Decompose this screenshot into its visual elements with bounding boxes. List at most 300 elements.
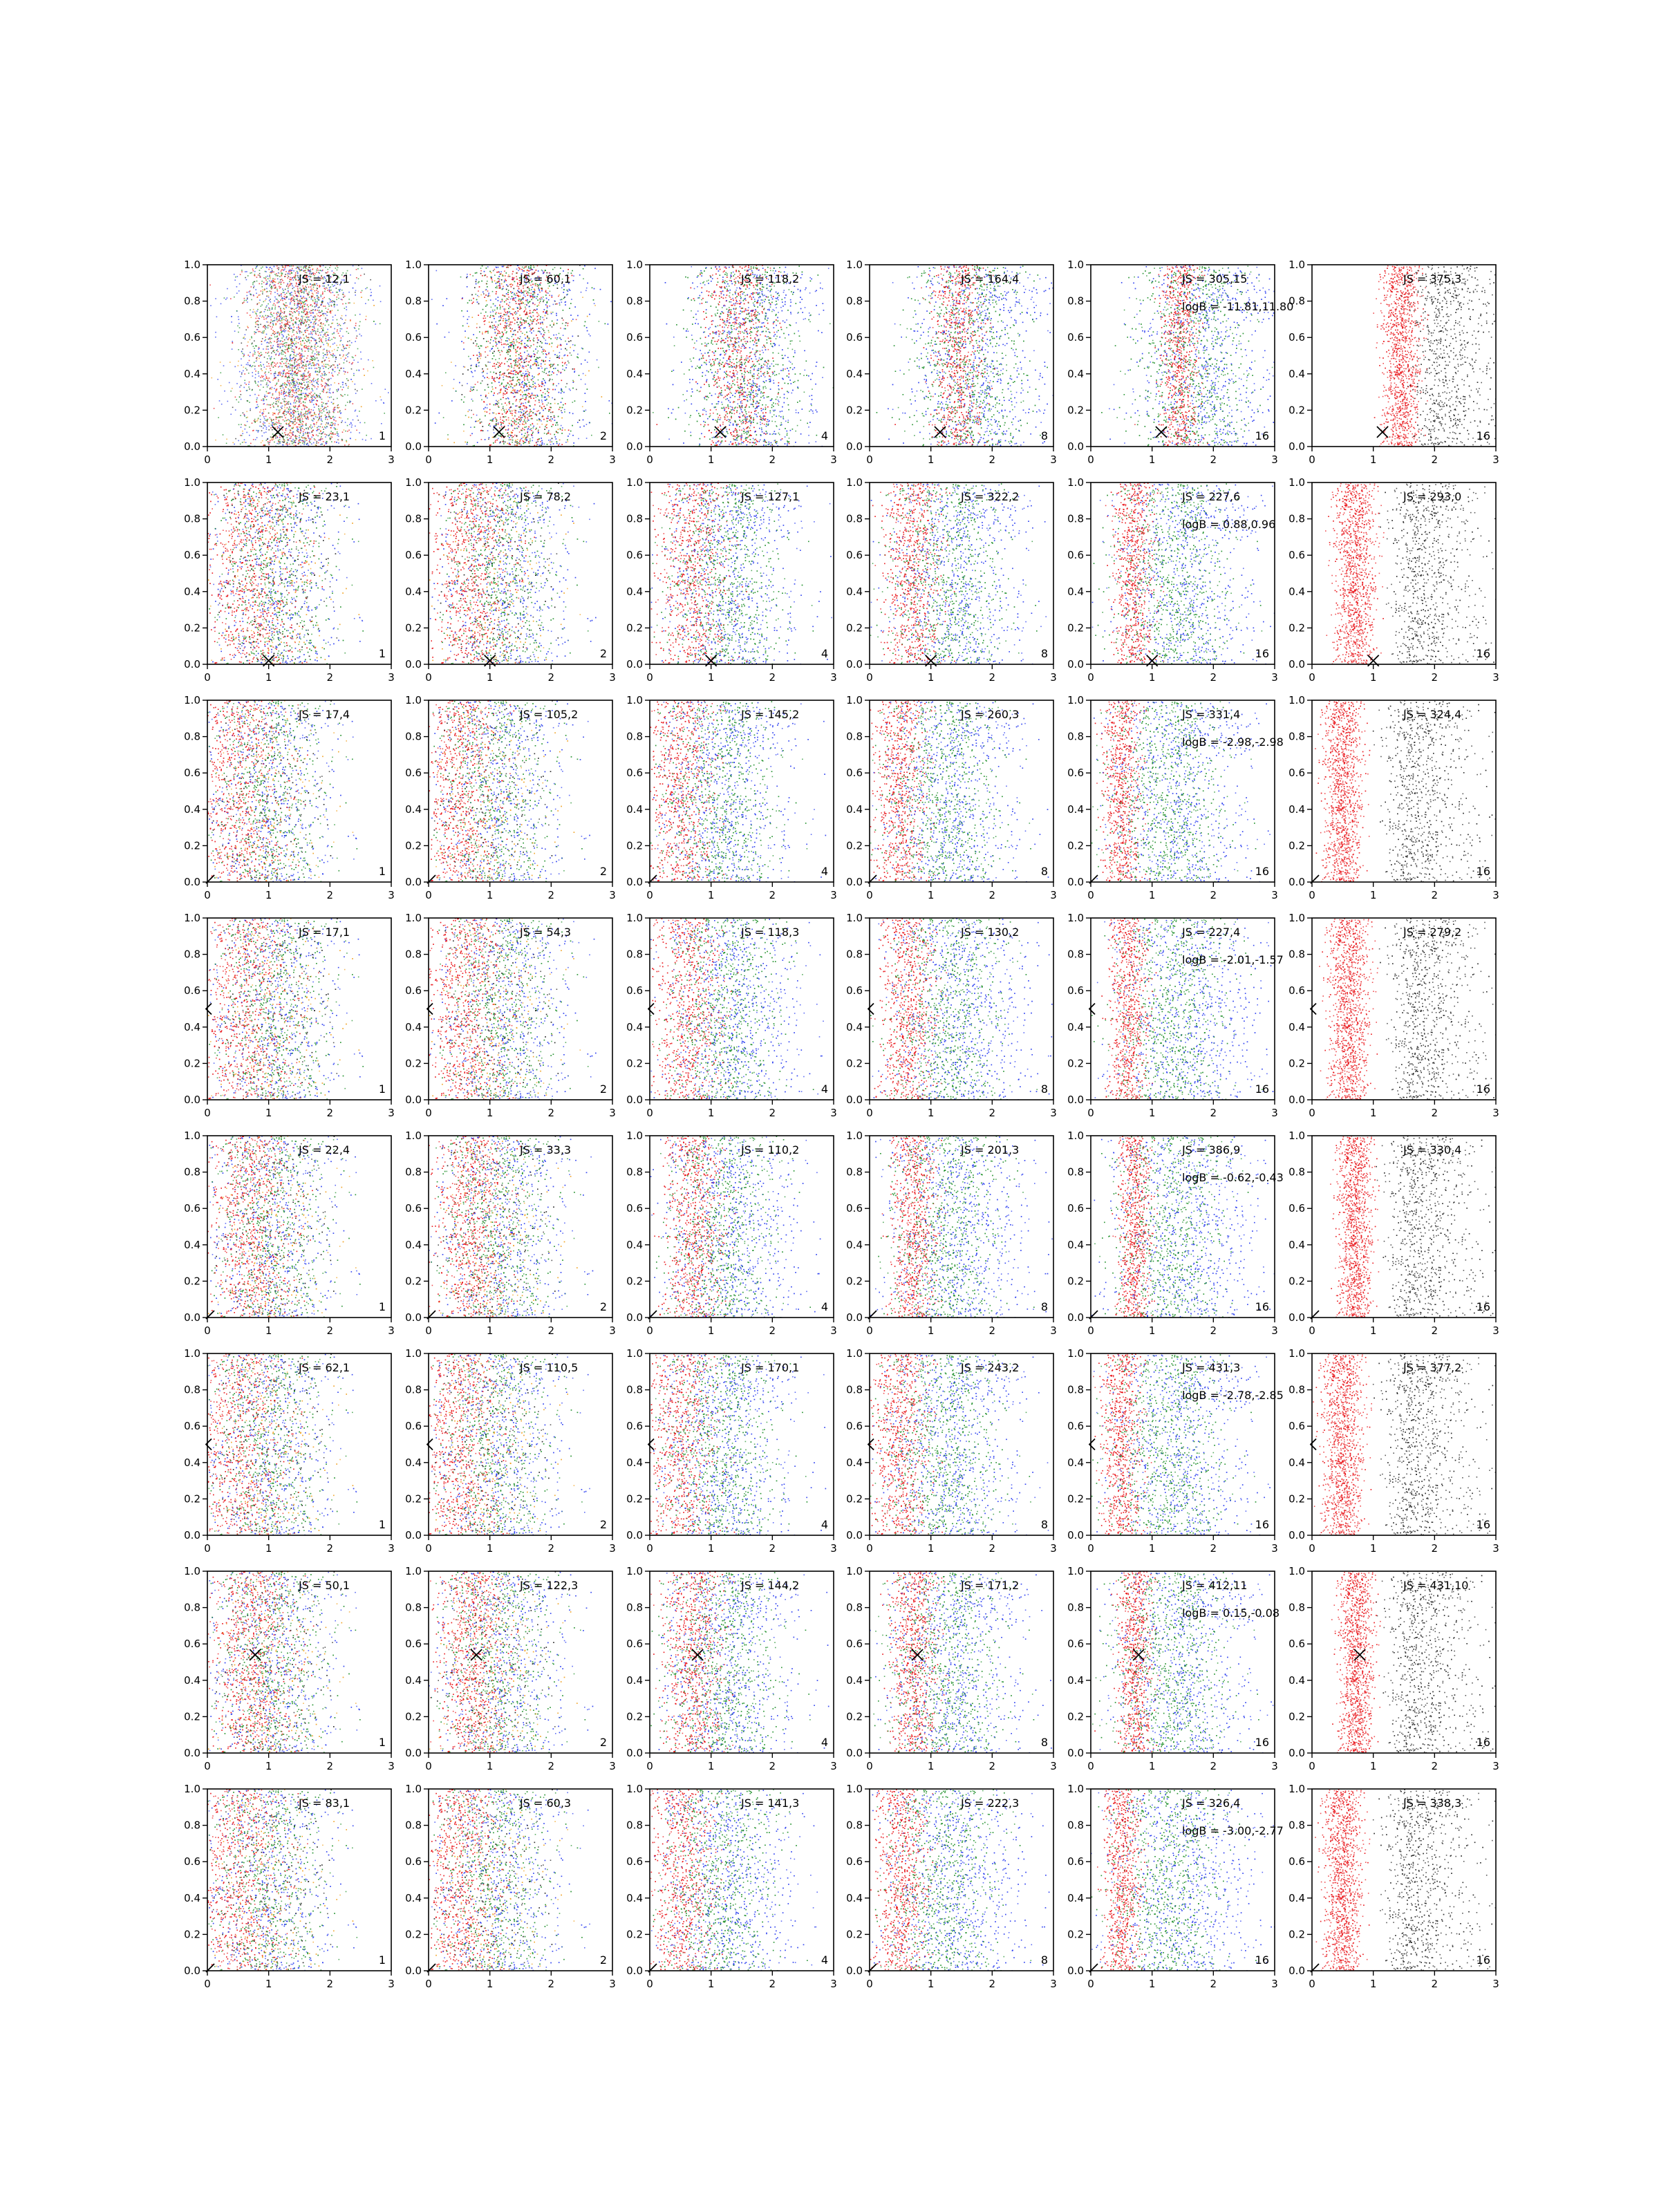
- x-tick-label: 0: [1309, 1107, 1315, 1119]
- x-tick-label: 3: [830, 1107, 837, 1119]
- x-tick-label: 1: [1149, 1542, 1156, 1555]
- x-tick-label: 2: [769, 671, 776, 684]
- y-tick-label: 1.0: [184, 259, 200, 271]
- y-tick-label: 0.8: [846, 1602, 863, 1614]
- y-tick-label: 0.2: [626, 1057, 643, 1069]
- column-count-label: 16: [1477, 1300, 1490, 1313]
- scatter-points: [650, 482, 832, 665]
- y-tick-label: 0.2: [184, 621, 200, 634]
- subplot-r6-c4: [846, 1347, 1057, 1555]
- y-tick-label: 0.8: [405, 731, 422, 743]
- x-tick-label: 2: [548, 671, 555, 684]
- reference-marker: [1377, 427, 1388, 438]
- column-count-label: 1: [379, 647, 386, 660]
- js-annotation: JS = 50,1: [298, 1579, 350, 1592]
- x-tick-label: 3: [388, 1324, 395, 1337]
- y-tick-label: 0.8: [405, 1819, 422, 1832]
- js-annotation: JS = 54,3: [519, 926, 571, 939]
- y-tick-label: 0.4: [626, 1456, 643, 1469]
- y-tick-label: 0.4: [626, 585, 643, 598]
- y-tick-label: 0.8: [1067, 1819, 1084, 1832]
- x-tick-label: 1: [1149, 1760, 1156, 1772]
- x-tick-label: 2: [769, 1542, 776, 1555]
- subplot-r4-c4: [846, 912, 1057, 1119]
- y-tick-label: 0.4: [184, 1021, 200, 1033]
- scatter-points: [1313, 1353, 1496, 1537]
- y-tick-label: 0.6: [1067, 1638, 1084, 1650]
- subplot-r4-c6: [1288, 912, 1499, 1119]
- x-tick-label: 3: [1050, 1978, 1057, 1990]
- column-count-label: 2: [600, 1736, 607, 1749]
- x-tick-label: 1: [708, 1542, 715, 1555]
- scatter-points: [650, 1789, 818, 1972]
- x-tick-label: 1: [1149, 1107, 1156, 1119]
- js-annotation: JS = 170,1: [740, 1361, 799, 1374]
- x-tick-label: 3: [1492, 1542, 1499, 1555]
- x-tick-label: 3: [1271, 889, 1278, 901]
- y-tick-label: 0.0: [184, 1094, 200, 1106]
- scatter-points: [1092, 482, 1275, 665]
- subplot-r2-c2: [405, 476, 616, 684]
- y-tick-label: 0.6: [1288, 331, 1305, 344]
- column-count-label: 16: [1477, 1082, 1490, 1096]
- y-tick-label: 1.0: [626, 1783, 643, 1795]
- x-tick-label: 3: [830, 1324, 837, 1337]
- js-annotation: JS = 377,2: [1403, 1361, 1461, 1374]
- y-tick-label: 0.0: [405, 1311, 422, 1324]
- y-tick-label: 0.6: [405, 331, 422, 344]
- x-tick-label: 3: [1050, 1760, 1057, 1772]
- y-tick-label: 0.8: [626, 1384, 643, 1396]
- y-tick-label: 0.8: [184, 1602, 200, 1614]
- y-tick-label: 1.0: [1067, 476, 1084, 489]
- y-tick-label: 0.4: [1288, 368, 1305, 380]
- reference-marker: [1311, 1439, 1316, 1450]
- y-tick-label: 0.0: [626, 1529, 643, 1541]
- y-tick-label: 0.4: [405, 803, 422, 816]
- x-tick-label: 0: [866, 1542, 873, 1555]
- x-tick-label: 2: [1432, 1760, 1438, 1772]
- column-count-label: 16: [1255, 1953, 1269, 1967]
- scatter-points: [870, 918, 1053, 1101]
- y-tick-label: 0.0: [846, 1747, 863, 1759]
- y-tick-label: 1.0: [1067, 1347, 1084, 1360]
- axes-frame: [1091, 1353, 1275, 1535]
- y-tick-label: 0.0: [626, 1094, 643, 1106]
- x-tick-label: 2: [989, 1760, 996, 1772]
- column-count-label: 1: [379, 1736, 386, 1749]
- y-tick-label: 0.6: [846, 767, 863, 779]
- x-tick-label: 3: [1050, 889, 1057, 901]
- y-tick-label: 0.8: [626, 1166, 643, 1179]
- x-tick-label: 0: [866, 453, 873, 466]
- y-tick-label: 0.8: [1067, 295, 1084, 308]
- scatter-points: [1373, 265, 1497, 447]
- column-count-label: 16: [1477, 1953, 1490, 1967]
- y-tick-label: 0.4: [846, 585, 863, 598]
- axes-frame: [1091, 700, 1275, 882]
- x-tick-label: 1: [1370, 1324, 1377, 1337]
- x-tick-label: 1: [265, 453, 272, 466]
- scatter-points: [429, 1353, 590, 1536]
- js-annotation: JS = 12,1: [298, 272, 350, 285]
- x-tick-label: 3: [609, 1324, 616, 1337]
- subplot-r1-c3: [626, 259, 837, 466]
- y-tick-label: 0.2: [1288, 621, 1305, 634]
- y-tick-label: 0.2: [846, 404, 863, 416]
- x-tick-label: 0: [1309, 671, 1315, 684]
- x-tick-label: 2: [327, 671, 334, 684]
- x-tick-label: 2: [548, 1542, 555, 1555]
- subplot-r7-c5: [1067, 1565, 1280, 1772]
- x-tick-label: 1: [265, 1107, 272, 1119]
- y-tick-label: 0.4: [846, 1021, 863, 1033]
- y-tick-label: 0.6: [184, 767, 200, 779]
- y-tick-label: 0.2: [626, 621, 643, 634]
- y-tick-label: 0.2: [1288, 1928, 1305, 1940]
- x-tick-label: 0: [1087, 1760, 1094, 1772]
- y-tick-label: 0.0: [1288, 440, 1305, 453]
- x-tick-label: 3: [1492, 1760, 1499, 1772]
- x-tick-label: 0: [646, 1542, 653, 1555]
- y-tick-label: 1.0: [1288, 1565, 1305, 1577]
- y-tick-label: 1.0: [846, 1783, 863, 1795]
- scatter-points: [1325, 482, 1497, 666]
- subplot-r3-c3: [626, 694, 837, 901]
- js-annotation: JS = 60,1: [519, 272, 571, 285]
- x-tick-label: 1: [1370, 671, 1377, 684]
- js-annotation: JS = 222,3: [960, 1797, 1019, 1810]
- column-count-label: 16: [1255, 1518, 1269, 1531]
- column-count-label: 4: [821, 1518, 828, 1531]
- x-tick-label: 1: [928, 1542, 935, 1555]
- reference-marker: [1311, 1004, 1316, 1015]
- y-tick-label: 0.6: [184, 1420, 200, 1432]
- x-tick-label: 0: [646, 1760, 653, 1772]
- x-tick-label: 0: [1309, 1978, 1315, 1990]
- y-tick-label: 0.2: [1288, 1710, 1305, 1723]
- x-tick-label: 3: [1492, 1978, 1499, 1990]
- column-count-label: 8: [1041, 1953, 1048, 1967]
- x-tick-label: 3: [830, 671, 837, 684]
- y-tick-label: 1.0: [1288, 694, 1305, 706]
- y-tick-label: 1.0: [405, 1565, 422, 1577]
- y-tick-label: 0.4: [846, 803, 863, 816]
- subplot-r5-c6: [1288, 1130, 1499, 1337]
- column-count-label: 1: [379, 429, 386, 442]
- y-tick-label: 0.8: [846, 1384, 863, 1396]
- x-tick-label: 0: [1087, 1542, 1094, 1555]
- column-count-label: 4: [821, 865, 828, 878]
- subplot-r3-c1: [184, 694, 395, 901]
- column-count-label: 16: [1477, 865, 1490, 878]
- y-tick-label: 0.2: [1067, 1057, 1084, 1069]
- subplot-r6-c3: [626, 1347, 837, 1555]
- x-tick-label: 2: [548, 889, 555, 901]
- x-tick-label: 2: [769, 1324, 776, 1337]
- y-tick-label: 1.0: [1288, 1783, 1305, 1795]
- scatter-points: [650, 700, 827, 883]
- x-tick-label: 2: [1210, 1760, 1217, 1772]
- scatter-points: [650, 918, 824, 1101]
- column-count-label: 16: [1255, 429, 1269, 442]
- axes-frame: [207, 700, 391, 882]
- y-tick-label: 0.8: [405, 513, 422, 525]
- logb-annotation: logB = -2.98,-2.98: [1182, 735, 1284, 749]
- x-tick-label: 2: [327, 889, 334, 901]
- y-tick-label: 0.8: [1067, 731, 1084, 743]
- x-tick-label: 1: [265, 1760, 272, 1772]
- x-tick-label: 1: [928, 1978, 935, 1990]
- x-tick-label: 0: [866, 889, 873, 901]
- y-tick-label: 1.0: [626, 912, 643, 924]
- y-tick-label: 1.0: [405, 476, 422, 489]
- y-tick-label: 0.6: [184, 1855, 200, 1868]
- y-tick-label: 0.8: [1067, 1384, 1084, 1396]
- y-tick-label: 0.0: [1067, 1094, 1084, 1106]
- scatter-points: [429, 1571, 593, 1754]
- x-tick-label: 1: [487, 1978, 494, 1990]
- y-tick-label: 0.6: [1067, 1855, 1084, 1868]
- y-tick-label: 1.0: [626, 1130, 643, 1142]
- y-tick-label: 0.4: [184, 1892, 200, 1904]
- y-tick-label: 0.4: [184, 1239, 200, 1251]
- scatter-points: [207, 700, 357, 883]
- y-tick-label: 0.2: [1067, 404, 1084, 416]
- scatter-points: [870, 482, 1054, 665]
- x-tick-label: 2: [989, 453, 996, 466]
- x-tick-label: 2: [1432, 1324, 1438, 1337]
- x-tick-label: 3: [1271, 1107, 1278, 1119]
- axes-frame: [429, 918, 612, 1100]
- scatter-points: [1319, 918, 1497, 1101]
- scatter-points: [1091, 700, 1272, 883]
- js-annotation: JS = 305,15: [1181, 272, 1247, 285]
- x-tick-label: 2: [1432, 453, 1438, 466]
- y-tick-label: 0.0: [1288, 876, 1305, 888]
- y-tick-label: 0.8: [846, 731, 863, 743]
- y-tick-label: 0.6: [405, 1202, 422, 1215]
- x-tick-label: 2: [989, 889, 996, 901]
- y-tick-label: 1.0: [405, 912, 422, 924]
- y-tick-label: 0.2: [1067, 1710, 1084, 1723]
- y-tick-label: 1.0: [1067, 1565, 1084, 1577]
- scatter-points: [1091, 918, 1273, 1101]
- js-annotation: JS = 331,4: [1181, 708, 1240, 721]
- reference-marker: [1089, 1004, 1095, 1015]
- subplot-r2-c1: [184, 476, 395, 684]
- subplot-r5-c5: [1067, 1130, 1284, 1337]
- y-tick-label: 0.8: [1288, 948, 1305, 961]
- x-tick-label: 2: [327, 1542, 334, 1555]
- x-tick-label: 0: [204, 889, 211, 901]
- y-tick-label: 1.0: [626, 1347, 643, 1360]
- scatter-points: [1331, 1571, 1497, 1754]
- x-tick-label: 2: [1210, 671, 1217, 684]
- column-count-label: 4: [821, 1082, 828, 1096]
- y-tick-label: 0.4: [626, 803, 643, 816]
- y-tick-label: 0.4: [1067, 1021, 1084, 1033]
- y-tick-label: 0.4: [626, 1892, 643, 1904]
- y-tick-label: 0.0: [184, 1311, 200, 1324]
- x-tick-label: 3: [1050, 1324, 1057, 1337]
- x-tick-label: 2: [769, 1760, 776, 1772]
- y-tick-label: 0.6: [1288, 984, 1305, 997]
- y-tick-label: 0.4: [405, 1892, 422, 1904]
- js-annotation: JS = 145,2: [740, 708, 799, 721]
- column-count-label: 4: [821, 1736, 828, 1749]
- x-tick-label: 2: [327, 453, 334, 466]
- axes-frame: [1091, 918, 1275, 1100]
- x-tick-label: 2: [1210, 889, 1217, 901]
- y-tick-label: 0.2: [1067, 1492, 1084, 1505]
- reference-marker: [935, 427, 946, 438]
- x-tick-label: 0: [425, 1760, 432, 1772]
- js-annotation: JS = 279,2: [1403, 926, 1461, 939]
- x-tick-label: 2: [769, 1978, 776, 1990]
- y-tick-label: 0.4: [1067, 1239, 1084, 1251]
- js-annotation: JS = 164,4: [960, 272, 1019, 285]
- y-tick-label: 0.8: [184, 1384, 200, 1396]
- js-annotation: JS = 293,0: [1403, 490, 1461, 503]
- y-tick-label: 1.0: [1288, 259, 1305, 271]
- y-tick-label: 0.4: [405, 1674, 422, 1687]
- x-tick-label: 3: [388, 889, 395, 901]
- x-tick-label: 3: [1050, 1107, 1057, 1119]
- axes-frame: [207, 1353, 391, 1535]
- y-tick-label: 0.0: [846, 1311, 863, 1324]
- logb-annotation: logB = -0.62,-0.43: [1182, 1171, 1284, 1184]
- scatter-points: [1330, 1136, 1496, 1319]
- scatter-points: [1315, 1789, 1496, 1972]
- x-tick-label: 0: [866, 1324, 873, 1337]
- axes-frame: [870, 1136, 1053, 1318]
- y-tick-label: 1.0: [184, 694, 200, 706]
- x-tick-label: 1: [928, 453, 935, 466]
- js-annotation: JS = 431,3: [1181, 1361, 1240, 1374]
- y-tick-label: 0.8: [846, 295, 863, 308]
- column-count-label: 4: [821, 429, 828, 442]
- reference-marker: [1354, 1649, 1365, 1660]
- js-annotation: JS = 324,4: [1403, 708, 1461, 721]
- scatter-points: [1101, 265, 1275, 447]
- y-tick-label: 0.0: [184, 1965, 200, 1977]
- y-tick-label: 0.8: [405, 1384, 422, 1396]
- js-annotation: JS = 118,2: [740, 272, 799, 285]
- x-tick-label: 0: [204, 1978, 211, 1990]
- column-count-label: 16: [1477, 647, 1490, 660]
- y-tick-label: 0.2: [405, 839, 422, 852]
- scatter-points: [650, 1571, 829, 1754]
- column-count-label: 16: [1255, 1736, 1269, 1749]
- y-tick-label: 0.4: [1067, 585, 1084, 598]
- y-tick-label: 1.0: [405, 694, 422, 706]
- axes-frame: [429, 700, 612, 882]
- scatter-points: [870, 1353, 1049, 1536]
- scatter-points: [431, 265, 613, 447]
- x-tick-label: 3: [1492, 671, 1499, 684]
- column-count-label: 2: [600, 429, 607, 442]
- y-tick-label: 0.8: [184, 1166, 200, 1179]
- x-tick-label: 3: [609, 671, 616, 684]
- x-tick-label: 2: [769, 1107, 776, 1119]
- x-tick-label: 0: [204, 453, 211, 466]
- reference-marker: [912, 1649, 923, 1660]
- x-tick-label: 1: [708, 1760, 715, 1772]
- y-tick-label: 0.4: [184, 803, 200, 816]
- column-count-label: 8: [1041, 1736, 1048, 1749]
- y-tick-label: 0.2: [846, 1275, 863, 1287]
- js-annotation: JS = 171,2: [960, 1579, 1019, 1592]
- y-tick-label: 0.0: [405, 876, 422, 888]
- y-tick-label: 0.4: [1288, 1892, 1305, 1904]
- y-tick-label: 0.2: [405, 1275, 422, 1287]
- scatter-points: [208, 918, 364, 1100]
- y-tick-label: 0.8: [184, 513, 200, 525]
- y-tick-label: 0.8: [626, 731, 643, 743]
- reference-marker: [1089, 1439, 1095, 1450]
- y-tick-label: 0.2: [1067, 1275, 1084, 1287]
- y-tick-label: 1.0: [846, 1347, 863, 1360]
- js-annotation: JS = 23,1: [298, 490, 350, 503]
- y-tick-label: 0.6: [405, 1638, 422, 1650]
- column-count-label: 16: [1477, 1518, 1490, 1531]
- x-tick-label: 0: [425, 453, 432, 466]
- x-tick-label: 3: [1271, 1542, 1278, 1555]
- y-tick-label: 0.8: [626, 1819, 643, 1832]
- subplot-r5-c1: [184, 1130, 395, 1337]
- x-tick-label: 1: [265, 671, 272, 684]
- scatter-points: [207, 1353, 357, 1536]
- subplot-r7-c3: [626, 1565, 837, 1772]
- x-tick-label: 3: [609, 1760, 616, 1772]
- x-tick-label: 2: [1210, 1107, 1217, 1119]
- y-tick-label: 0.6: [1067, 1420, 1084, 1432]
- x-tick-label: 3: [830, 889, 837, 901]
- y-tick-label: 0.4: [626, 1021, 643, 1033]
- y-tick-label: 0.8: [405, 295, 422, 308]
- subplot-r2-c4: [846, 476, 1057, 684]
- x-tick-label: 2: [989, 671, 996, 684]
- x-tick-label: 2: [1432, 1542, 1438, 1555]
- column-count-label: 1: [379, 1518, 386, 1531]
- subplot-r6-c6: [1288, 1347, 1499, 1555]
- y-tick-label: 0.2: [184, 839, 200, 852]
- y-tick-label: 1.0: [846, 1130, 863, 1142]
- y-tick-label: 0.6: [405, 767, 422, 779]
- x-tick-label: 0: [1087, 1107, 1094, 1119]
- axes-frame: [207, 1789, 391, 1971]
- x-tick-label: 1: [1149, 671, 1156, 684]
- x-tick-label: 2: [548, 1978, 555, 1990]
- subplot-r2-c5: [1067, 476, 1278, 684]
- y-tick-label: 0.4: [846, 1239, 863, 1251]
- y-tick-label: 0.0: [184, 658, 200, 671]
- x-tick-label: 2: [989, 1324, 996, 1337]
- x-tick-label: 0: [646, 671, 653, 684]
- y-tick-label: 0.6: [1288, 549, 1305, 561]
- x-tick-label: 0: [204, 1542, 211, 1555]
- y-tick-label: 0.2: [405, 1928, 422, 1940]
- y-tick-label: 0.2: [626, 404, 643, 416]
- x-tick-label: 1: [1370, 889, 1377, 901]
- y-tick-label: 1.0: [626, 259, 643, 271]
- x-tick-label: 1: [487, 889, 494, 901]
- y-tick-label: 0.8: [184, 1819, 200, 1832]
- x-tick-label: 0: [866, 1760, 873, 1772]
- y-tick-label: 0.8: [405, 1602, 422, 1614]
- subplot-r8-c4: [846, 1783, 1057, 1990]
